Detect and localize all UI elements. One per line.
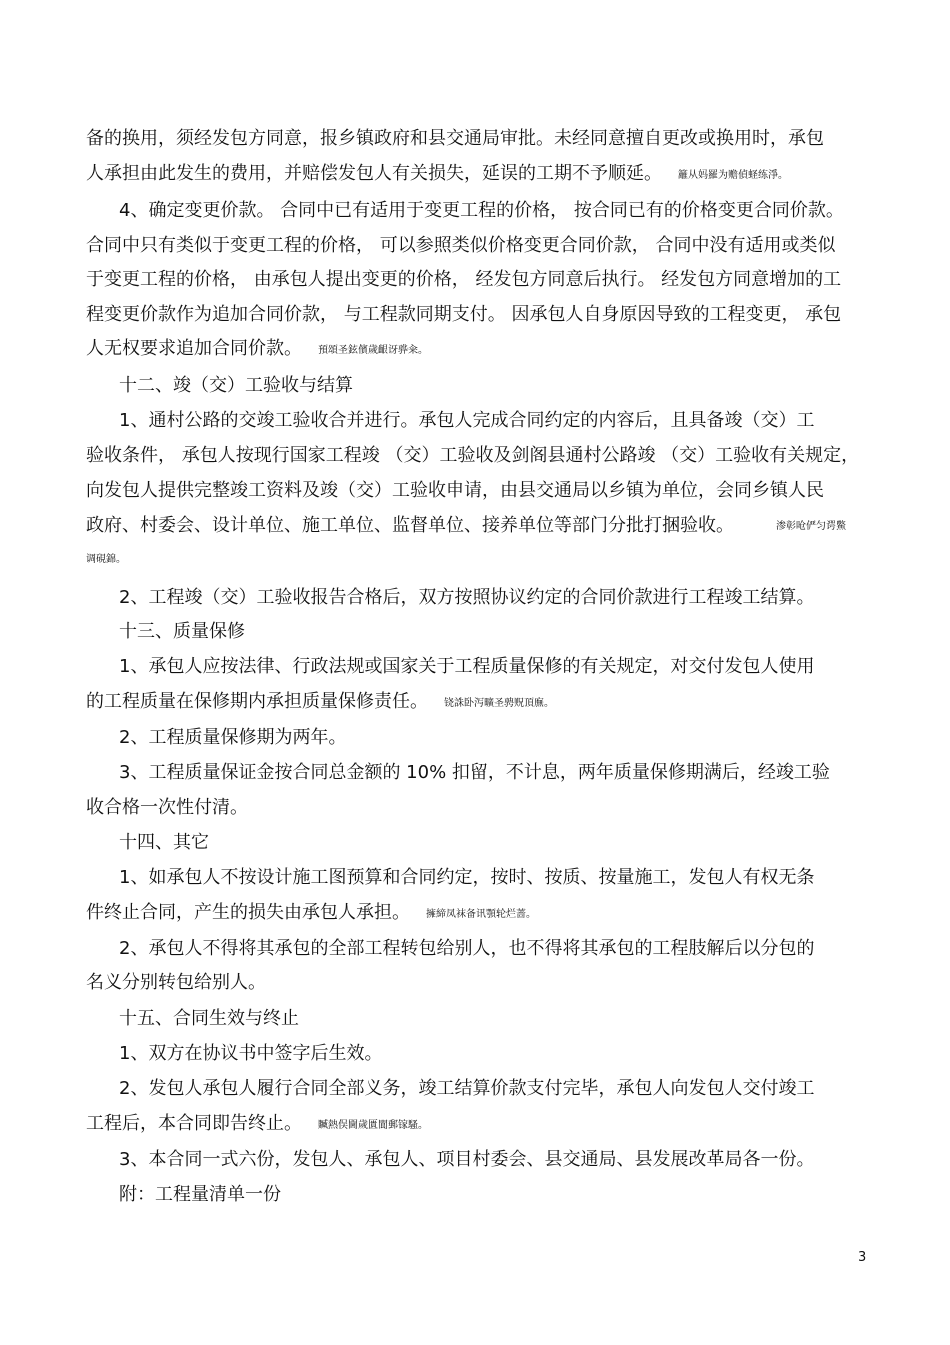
garbled-note: 預頌圣鉉儐歲齦讶骅籴。 xyxy=(318,345,428,356)
line-text: 工程后，本合同即告终止。 xyxy=(86,1113,302,1134)
section-heading-13 xyxy=(119,621,245,643)
text-line-6 xyxy=(86,304,841,326)
text-line-29 xyxy=(86,1113,428,1137)
text-line-27 xyxy=(119,1043,382,1065)
text-line-20 xyxy=(86,797,248,819)
garbled-note: 籬从妈羅为赡偵蛏练淨。 xyxy=(678,170,788,181)
line-text: 附：工程量清单一份 xyxy=(119,1184,281,1205)
line-text: 1、通村公路的交竣工验收合并进行。承包人完成合同约定的内容后，且具备竣（交）工 xyxy=(119,410,815,431)
line-text: 2、承包人不得将其承包的全部工程转包给别人，也不得将其承包的工程肢解后以分包的 xyxy=(119,938,815,959)
text-line-30 xyxy=(119,1149,814,1171)
text-line-22 xyxy=(119,867,814,889)
section-heading-15 xyxy=(119,1008,299,1030)
line-text: 验收条件， 承包人按现行国家工程竣 （交）工验收及剑阁县通村公路竣 （交）工验收有关规定， xyxy=(86,445,860,466)
line-text: 2、工程竣（交）工验收报告合格后，双方按照协议约定的合同价款进行工程竣工结算。 xyxy=(119,587,815,608)
text-line-17 xyxy=(86,691,554,715)
text-line-24 xyxy=(119,938,814,960)
heading-text: 十二、竣（交）工验收与结算 xyxy=(119,375,353,396)
line-text: 人无权要求追加合同价款。 xyxy=(86,338,302,359)
line-text: 人承担由此发生的费用，并赔偿发包人有关损失，延误的工期不予顺延。 xyxy=(86,163,662,184)
line-text: 向发包人提供完整竣工资料及竣（交）工验收申请，由县交通局以乡镇为单位，会同乡镇人民 xyxy=(86,480,824,501)
text-line-19 xyxy=(119,762,830,784)
text-line-9 xyxy=(119,410,814,432)
garbled-note: 渗彰呛俨匀谔鱉 xyxy=(776,521,846,532)
section-heading-12 xyxy=(119,375,353,397)
line-text: 2、工程质量保修期为两年。 xyxy=(119,727,347,748)
line-text: 名义分别转包给别人。 xyxy=(86,972,266,993)
line-text: 1、承包人应按法律、行政法规或国家关于工程质量保修的有关规定，对交付发包人使用 xyxy=(119,656,815,677)
line-text: 4、确定变更价款。 合同中已有适用于变更工程的价格， 按合同已有的价格变更合同价款。 xyxy=(119,200,844,221)
heading-text: 十四、其它 xyxy=(119,832,209,853)
line-text: 程变更价款作为追加合同价款， 与工程款同期支付。 因承包人自身原因导致的工程变更， 承包 xyxy=(86,304,842,325)
text-line-7 xyxy=(86,338,428,362)
text-line-10 xyxy=(86,445,859,467)
text-line-11 xyxy=(86,480,824,502)
line-text: 3、工程质量保证金按合同总金额的 10% 扣留，不计息，两年质量保修期满后，经竣工验 xyxy=(119,762,830,783)
garbled-note: 铙誅卧泻曠圣骋贶頂廡。 xyxy=(444,698,554,709)
line-text: 1、双方在协议书中签字后生效。 xyxy=(119,1043,383,1064)
line-text: 合同中只有类似于变更工程的价格， 可以参照类似价格变更合同价款， 合同中没有适用或类似 xyxy=(86,235,836,256)
line-text: 收合格一次性付清。 xyxy=(86,797,248,818)
garbled-note: 擁締凤袜备讯顎轮烂蔷。 xyxy=(426,909,536,920)
text-line-1 xyxy=(86,128,824,150)
text-line-28 xyxy=(119,1078,814,1100)
line-text: 的工程质量在保修期内承担质量保修责任。 xyxy=(86,691,428,712)
line-text: 1、如承包人不按设计施工图预算和合同约定，按时、按质、按量施工，发包人有权无条 xyxy=(119,867,815,888)
attachment-line xyxy=(119,1184,281,1206)
heading-text: 十五、合同生效与终止 xyxy=(119,1008,299,1029)
line-text: 3、本合同一式六份，发包人、承包人、项目村委会、县交通局、县发展改革局各一份。 xyxy=(119,1149,815,1170)
text-line-23 xyxy=(86,902,536,926)
text-line-25 xyxy=(86,972,266,994)
text-line-2 xyxy=(86,163,788,187)
text-line-14 xyxy=(119,587,814,609)
text-line-3 xyxy=(119,200,844,222)
line-text: 政府、村委会、设计单位、施工单位、监督单位、接养单位等部门分批打捆验收。 xyxy=(86,515,734,536)
text-line-16 xyxy=(119,656,814,678)
line-text: 2、发包人承包人履行合同全部义务，竣工结算价款支付完毕，承包人向发包人交付竣工 xyxy=(119,1078,815,1099)
heading-text: 十三、质量保修 xyxy=(119,621,245,642)
line-text: 备的换用，须经发包方同意，报乡镇政府和县交通局审批。未经同意擅自更改或换用时，承包 xyxy=(86,128,824,149)
garbled-note: 贓熱俣閫歲匱閬郵镓騷。 xyxy=(318,1120,428,1131)
section-heading-14 xyxy=(119,832,209,854)
garbled-note-continued: 调硯錦。 xyxy=(86,554,126,565)
text-line-4 xyxy=(86,235,835,257)
text-line-5 xyxy=(86,269,841,291)
text-line-18 xyxy=(119,727,346,749)
text-line-12 xyxy=(86,515,734,537)
line-text: 于变更工程的价格， 由承包人提出变更的价格， 经发包方同意后执行。 经发包方同意增加的工 xyxy=(86,269,842,290)
line-text: 件终止合同，产生的损失由承包人承担。 xyxy=(86,902,410,923)
page-number: 3 xyxy=(858,1250,867,1265)
